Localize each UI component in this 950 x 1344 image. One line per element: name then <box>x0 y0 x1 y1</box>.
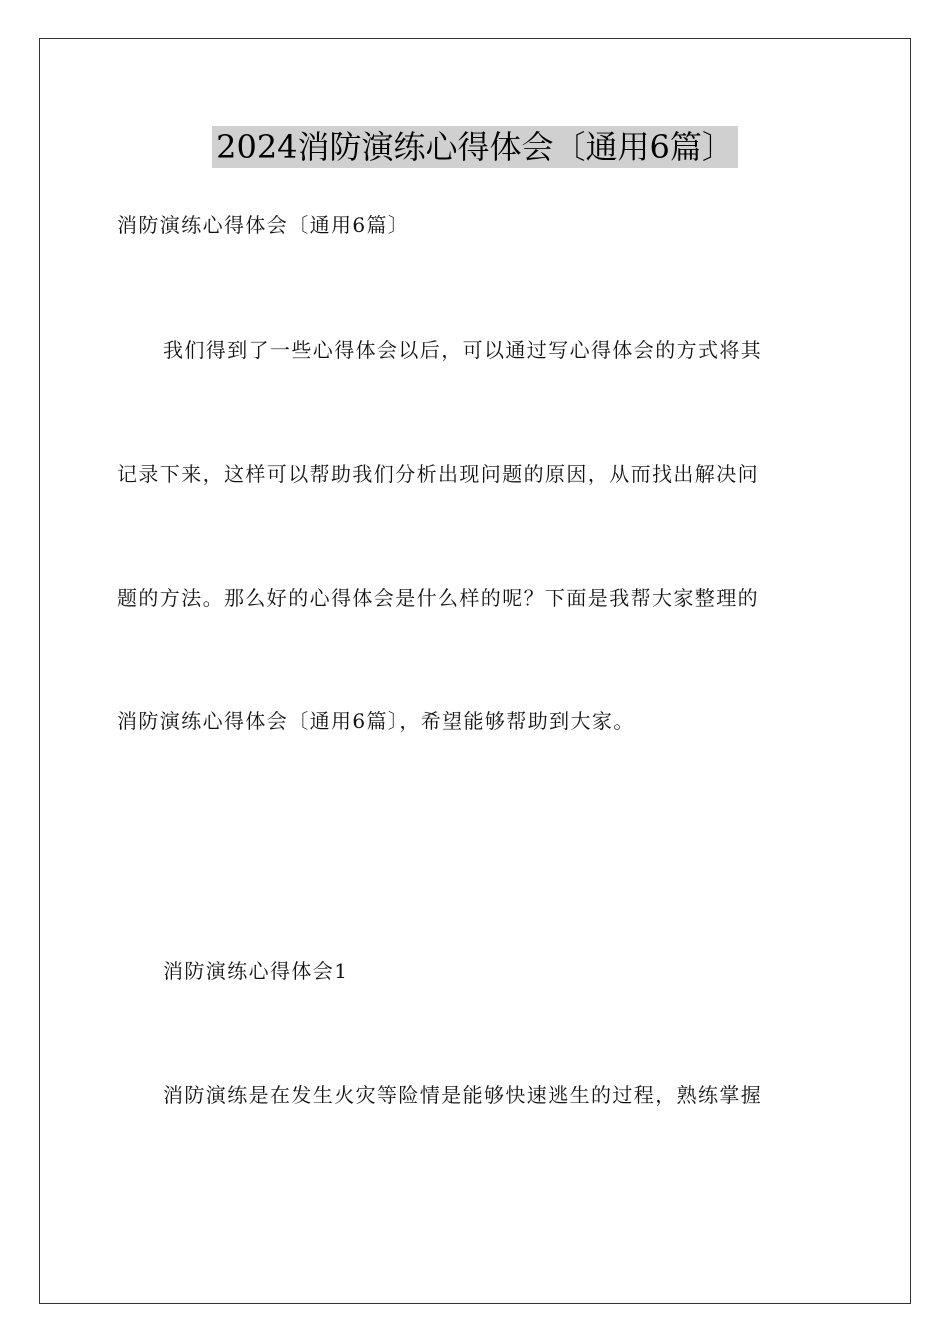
section-line-1: 消防演练是在发生火灾等险情是能够快速逃生的过程，熟练掌握 <box>163 1083 763 1107</box>
intro-line-2: 记录下来，这样可以帮助我们分析出现问题的原因，从而找出解决问 <box>117 462 759 486</box>
section-heading: 消防演练心得体会1 <box>163 959 349 983</box>
intro-line-1: 我们得到了一些心得体会以后，可以通过写心得体会的方式将其 <box>163 338 763 362</box>
document-subtitle: 消防演练心得体会〔通用6篇〕 <box>117 213 410 237</box>
document-title: 2024消防演练心得体会〔通用6篇〕 <box>212 126 738 168</box>
title-container <box>0 126 950 168</box>
intro-line-4: 消防演练心得体会〔通用6篇〕，希望能够帮助到大家。 <box>117 709 635 733</box>
intro-line-3: 题的方法。那么好的心得体会是什么样的呢？下面是我帮大家整理的 <box>117 586 759 610</box>
